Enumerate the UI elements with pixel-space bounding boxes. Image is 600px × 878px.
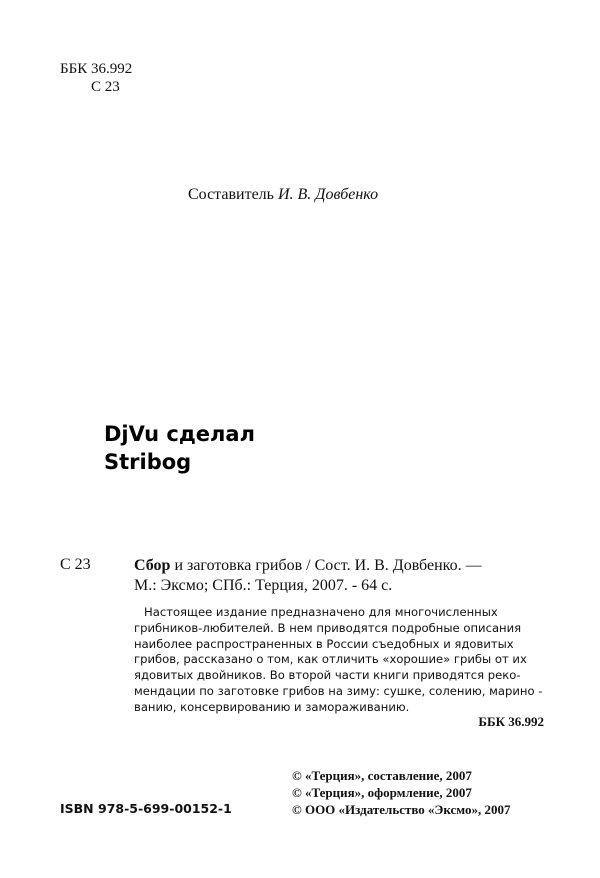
annotation-line: грибов, рассказано о том, как отличить «хорошие» грибы от их — [134, 652, 527, 667]
record-code: С 23 — [60, 556, 91, 573]
annotation-line: грибников-любителей. В нем приводятся подробные описания — [134, 620, 522, 635]
compiler-line — [188, 186, 378, 204]
watermark-line-1: DjVu сделал — [104, 422, 255, 446]
annotation-line: Настоящее издание предназначено для многочисленных — [144, 605, 498, 619]
biblio-line-1 — [134, 556, 546, 576]
annotation-line: наиболее распространенных в России съедобных и ядовитых — [134, 636, 514, 651]
compiler-label: Составитель — [188, 186, 274, 203]
annotation-text — [134, 605, 546, 716]
book-title: Сбор — [134, 557, 171, 574]
author-mark: С 23 — [91, 79, 120, 95]
copyright-line: © «Терция», составление, 2007 — [292, 768, 472, 783]
annotation-line: мендации по заготовке грибов на зиму: сушке, солению, марино - — [134, 683, 543, 698]
biblio-line-1-rest: и заготовка грибов / Сост. И. В. Довбенко. — — [170, 557, 482, 574]
watermark-line-2: Stribog — [104, 450, 192, 474]
bbk-header — [60, 60, 132, 96]
bibliographic-record — [134, 556, 546, 596]
biblio-line-2: М.: Эксмо; СПб.: Терция, 2007. - 64 с. — [134, 577, 393, 594]
annotation-line: ванию, консервированию и замораживанию. — [134, 699, 410, 714]
annotation-line: ядовитых двойников. Во второй части книги приводятся реко- — [134, 668, 521, 683]
compiler-name: И. В. Довбенко — [277, 186, 379, 203]
copyright-line: © «Терция», оформление, 2007 — [292, 785, 472, 800]
copyright-line: © ООО «Издательство «Эксмо», 2007 — [292, 802, 511, 817]
bbk-code: ББК 36.992 — [60, 61, 133, 77]
bbk-footer-code: ББК 36.992 — [478, 714, 544, 729]
isbn: ISBN 978-5-699-00152-1 — [60, 801, 232, 816]
djvu-watermark — [104, 420, 255, 476]
copyright-block — [292, 767, 511, 818]
